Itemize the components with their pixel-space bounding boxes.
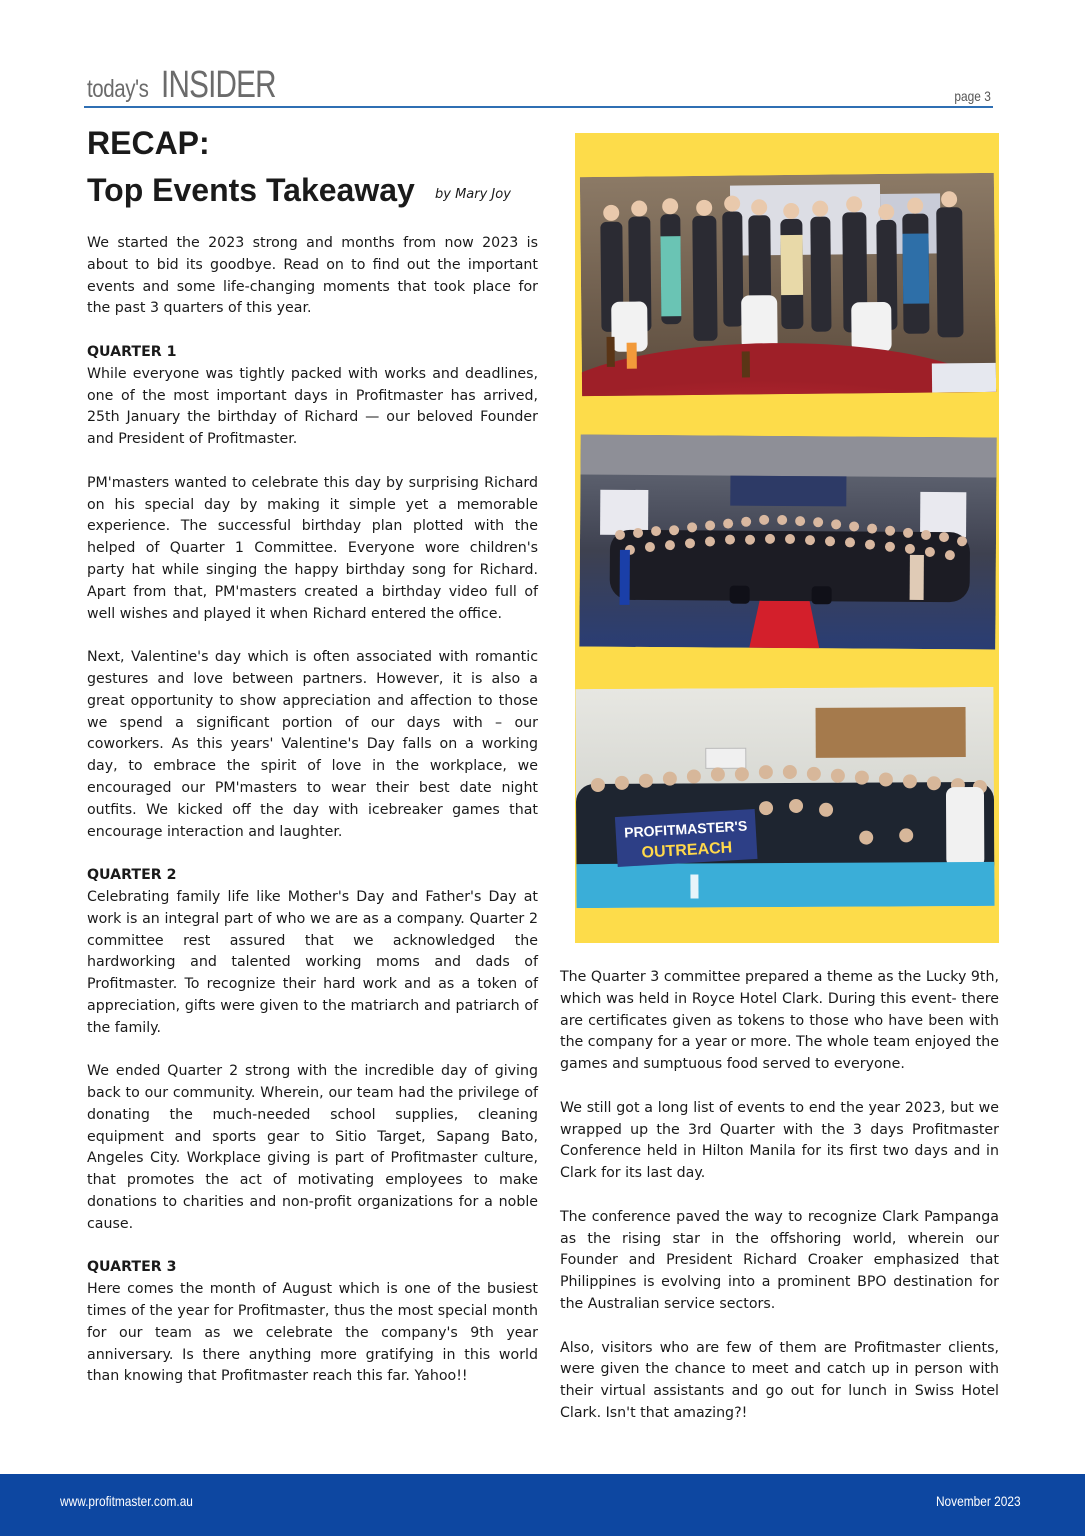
footer-website-link[interactable]: www.profitmaster.com.au	[60, 1493, 193, 1509]
left-column	[87, 233, 538, 1410]
quarter-2-paragraph-2: We ended Quarter 2 strong with the incredible day of giving back to our community. Wherein, our team had the privilege of donating the much-needed school supplies, cleaning equipment and sports gear to Sitio Target, Sapang Bato, Angeles City. Workplace giving is part of Profitmaster culture, that promotes the act of motivating employees to make donations to charities and non-profit organizations for a noble cause.	[87, 1063, 538, 1232]
article-byline: by Mary Joy	[435, 187, 511, 202]
quarter-3-heading: QUARTER 3	[87, 1259, 177, 1276]
outreach-banner-line2: OUTREACH	[641, 839, 733, 862]
quarter-3-paragraph-2: The Quarter 3 committee prepared a theme as the Lucky 9th, which was held in Royce Hotel Clark. During this event- there are certificates given as tokens to those who have been with the company for a year or more. The whole team enjoyed the games and sumptuous food served to everyone.	[560, 969, 999, 1073]
quarter-1-paragraph-3: Next, Valentine's day which is often associated with romantic gestures and love between partners. However, it is also a great opportunity to show appreciation and affection to those we spend a significant portion of our days with – our coworkers. As this years' Valentine's Day falls on a working day, to embrace the spirit of love in the workplace, we encouraged our PM'masters to wear their best date night outfits. We kicked off the day with icebreaker games that encourage interaction and laughter.	[87, 649, 538, 840]
photo-outreach-group	[575, 687, 994, 908]
logo-small-text: today's	[87, 75, 149, 103]
header-divider	[84, 106, 993, 108]
page-number: page 3	[954, 88, 991, 104]
quarter-1-paragraph-1: While everyone was tightly packed with works and deadlines, one of the most important days in Profitmaster has arrived, 25th January the birthday of Richard — our beloved Founder and President of Profitmaster.	[87, 365, 538, 448]
page-footer	[0, 1474, 1085, 1536]
quarter-3-paragraph-1: Here comes the month of August which is one of the busiest times of the year for Profitmaster, thus the most special month for our team as we celebrate the company's 9th year anniversary. Is there anything more gratifying in this world than knowing that Profitmaster reach this far. Yahoo!!	[87, 1281, 538, 1385]
footer-date: November 2023	[936, 1493, 1021, 1509]
article-subtitle: Top Events Takeaway	[87, 172, 415, 208]
photo-group-dinner	[580, 173, 996, 396]
quarter-2-paragraph-1: Celebrating family life like Mother's Day and Father's Day at work is an integral part of who we are as a company. Quarter 2 committee rest assured that we acknowledged the hardworking and talented working moms and dads of Profitmaster. To recognize their hard work and as a token of appreciation, gifts were given to the matriarch and patriarch of the family.	[87, 888, 538, 1036]
intro-paragraph: We started the 2023 strong and months from now 2023 is about to bid its goodbye. Read on to find out the important events and some life-changing moments that took place for the past 3 quarters of this year.	[87, 235, 538, 317]
page-header	[87, 66, 993, 110]
quarter-3-paragraph-3: We still got a long list of events to end the year 2023, but we wrapped up the 3rd Quarter with the 3 days Profitmaster Conference held in Hilton Manila for its first two days and in Clark for its last day.	[560, 1099, 999, 1182]
right-column	[560, 967, 999, 1447]
outreach-banner-line1: PROFITMASTER'S	[623, 817, 748, 841]
newsletter-logo	[87, 64, 276, 106]
quarter-3-paragraph-5: Also, visitors who are few of them are Profitmaster clients, were given the chance to meet and catch up in person with their virtual assistants and go out for lunch in Swiss Hotel Clark. Isn't that amazing?!	[560, 1339, 999, 1421]
quarter-3-paragraph-4: The conference paved the way to recognize Clark Pampanga as the rising star in the offshoring world, wherein our Founder and President Richard Croaker emphasized that Philippines is evolving into a prominent BPO destination for the Australian service sectors.	[560, 1208, 999, 1312]
photo-anniversary-group	[579, 435, 996, 650]
quarter-1-heading: QUARTER 1	[87, 343, 177, 360]
logo-big-text: INSIDER	[161, 64, 276, 106]
article-heading: RECAP:	[87, 125, 210, 161]
quarter-1-paragraph-2: PM'masters wanted to celebrate this day by surprising Richard on his special day by making it simple yet a memorable experience. The successful birthday plan plotted with the helped of Quarter 1 Committee. Everyone wore children's party hat while singing the happy birthday song for Richard. Apart from that, PM'masters created a birthday video full of well wishes and played it when Richard entered the office.	[87, 474, 538, 622]
quarter-2-heading: QUARTER 2	[87, 867, 177, 884]
